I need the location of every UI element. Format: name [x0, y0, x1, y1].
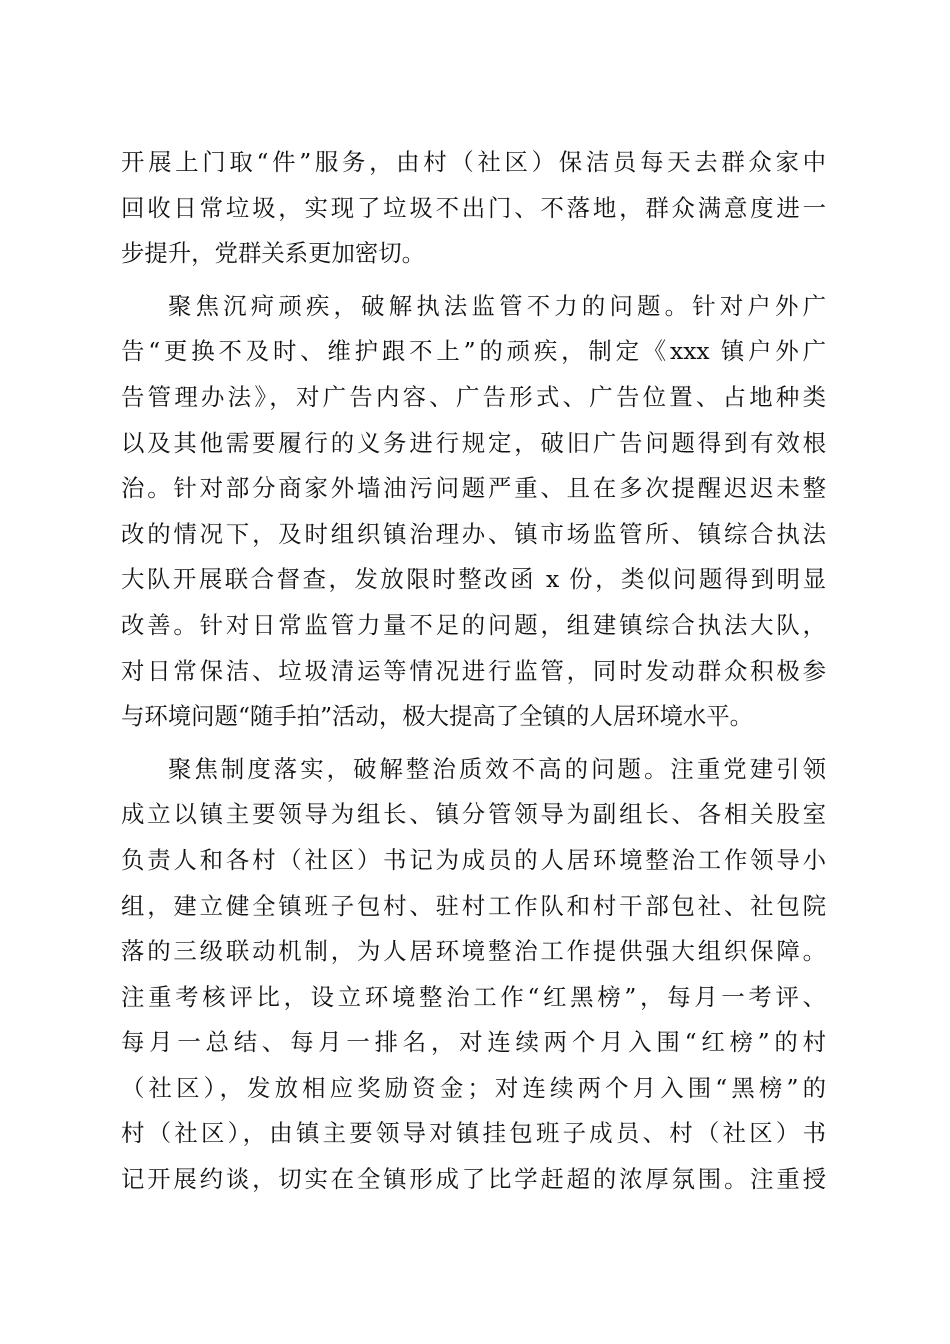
text-line: 成立以镇主要领导为组长、镇分管领导为副组长、各相关股室 [121, 800, 826, 829]
text-line: 步提升，党群关系更加密切。 [121, 239, 426, 268]
text-line: 聚焦制度落实，破解整治质效不高的问题。注重党建引领 [168, 754, 826, 783]
text-line: 负责人和各村（社区）书记为成员的人居环境整治工作领导小 [121, 845, 826, 874]
text-line: 改善。针对日常监管力量不足的问题，组建镇综合执法大队， [121, 610, 826, 639]
text-line: （社区），发放相应奖励资金；对连续两个月入围“黑榜”的 [121, 1073, 826, 1102]
text-line: 与环境问题“随手拍”活动，极大提高了全镇的人居环境水平。 [121, 702, 754, 731]
text-line: 村（社区），由镇主要领导对镇挂包班子成员、村（社区）书 [121, 1119, 826, 1148]
text-line: 每月一总结、每月一排名，对连续两个月入围“红榜”的村 [121, 1028, 826, 1057]
text-line: 对日常保洁、垃圾清运等情况进行监管，同时发动群众积极参 [121, 656, 826, 685]
paragraph-3 [121, 747, 826, 1203]
text-line: 注重考核评比，设立环境整治工作“红黑榜”，每月一考评、 [121, 982, 826, 1011]
text-line: 聚焦沉疴顽疾，破解执法监管不力的问题。针对户外广 [168, 291, 826, 320]
text-line: 回收日常垃圾，实现了垃圾不出门、不落地，群众满意度进一 [121, 193, 826, 222]
text-line: 治。针对部分商家外墙油污问题严重、且在多次提醒迟迟未整 [121, 474, 826, 503]
text-line: 以及其他需要履行的义务进行规定，破旧广告问题得到有效根 [121, 428, 826, 457]
text-line: 告管理办法》，对广告内容、广告形式、广告位置、占地种类 [121, 382, 826, 411]
text-line: 开展上门取“件”服务，由村（社区）保洁员每天去群众家中 [121, 148, 826, 176]
text-line: 记开展约谈，切实在全镇形成了比学赶超的浓厚氛围。注重授 [121, 1165, 826, 1194]
text-line: 大队开展联合督查，发放限时整改函 x 份，类似问题得到明显 [121, 565, 826, 594]
text-line: 改的情况下，及时组织镇治理办、镇市场监管所、镇综合执法 [121, 519, 826, 548]
text-line: 落的三级联动机制，为人居环境整治工作提供强大组织保障。 [121, 937, 826, 966]
document-body [121, 140, 826, 1203]
text-line: 告“更换不及时、维护跟不上”的顽疾，制定《xxx 镇户外广 [121, 337, 826, 366]
text-line: 组，建立健全镇班子包村、驻村工作队和村干部包社、社包院 [121, 891, 826, 920]
paragraph-1 [121, 140, 826, 277]
paragraph-2 [121, 284, 826, 740]
